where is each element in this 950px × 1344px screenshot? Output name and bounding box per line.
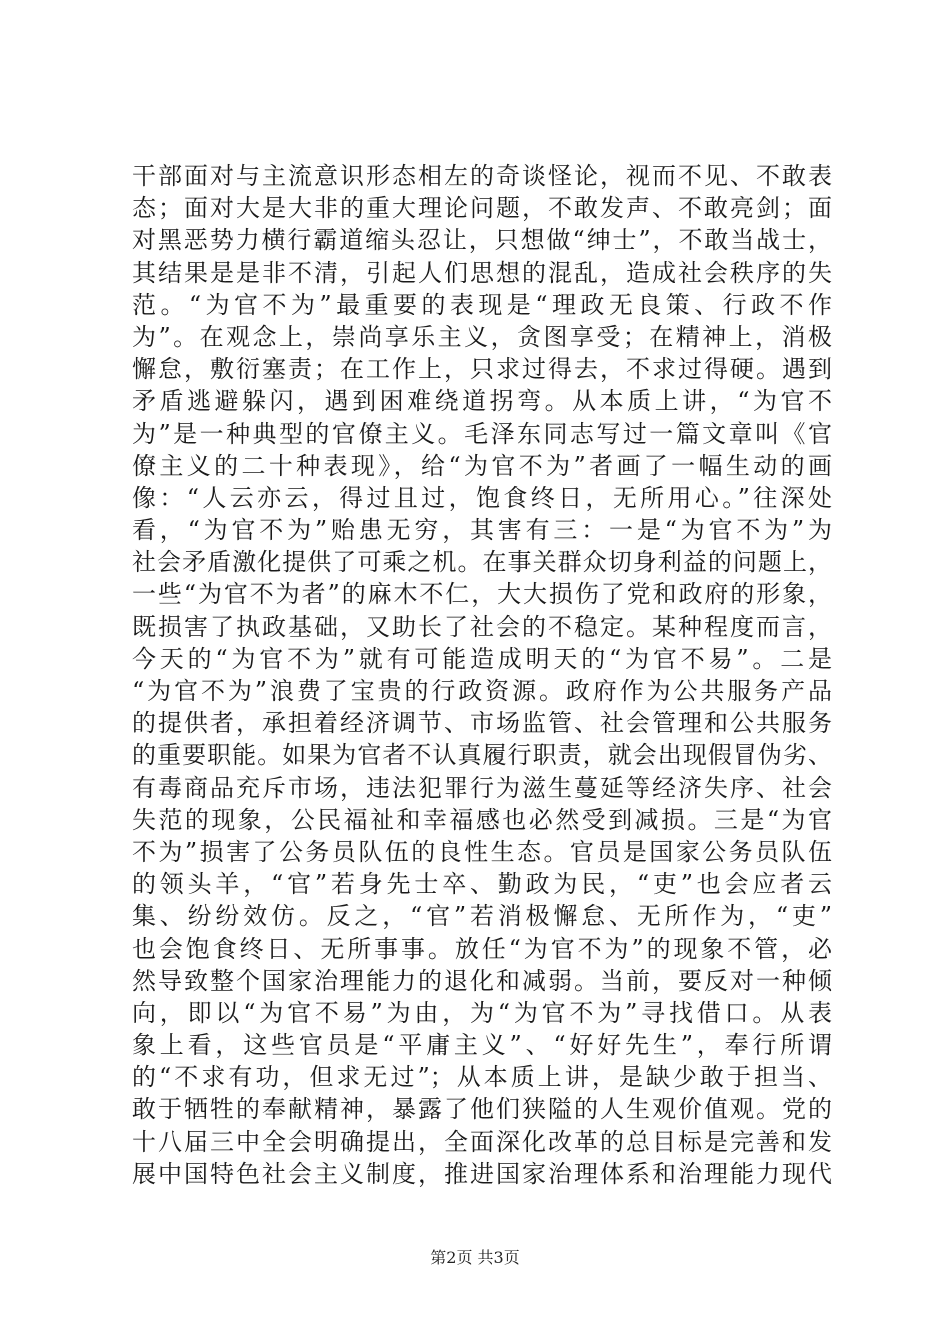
text-line: 今天的“为官不为”就有可能造成明天的“为官不易”。二是	[132, 644, 832, 673]
text-line: 懈怠，敷衍塞责；在工作上，只求过得去，不求过得硬。遇到	[132, 355, 832, 384]
text-line: 然导致整个国家治理能力的退化和减弱。当前，要反对一种倾	[132, 966, 832, 995]
text-line: 干部面对与主流意识形态相左的奇谈怪论，视而不见、不敢表	[132, 162, 832, 190]
text-line: 一些“为官不为者”的麻木不仁，大大损伤了党和政府的形象，	[132, 580, 832, 609]
text-line: 像：“人云亦云，得过且过，饱食终日，无所用心。”往深处	[132, 483, 832, 512]
text-line: 对黑恶势力横行霸道缩头忍让，只想做“绅士”，不敢当战士，	[132, 226, 832, 255]
text-line: 态；面对大是大非的重大理论问题，不敢发声、不敢亮剑；面	[132, 194, 832, 223]
text-line: 的“不求有功，但求无过”；从本质上讲，是缺少敢于担当、	[132, 1063, 832, 1092]
text-line: 的领头羊，“官”若身先士卒、勤政为民，“吏”也会应者云	[132, 870, 832, 899]
text-line: 为”是一种典型的官僚主义。毛泽东同志写过一篇文章叫《官	[132, 419, 832, 448]
text-line: 其结果是是非不清，引起人们思想的混乱，造成社会秩序的失	[132, 258, 832, 287]
text-line: 展中国特色社会主义制度，推进国家治理体系和治理能力现代	[132, 1159, 832, 1188]
text-line: 敢于牺牲的奉献精神，暴露了他们狭隘的人生观价值观。党的	[132, 1095, 832, 1124]
text-line: 不为”损害了公务员队伍的良性生态。官员是国家公务员队伍	[132, 837, 832, 866]
text-line: 失范的现象，公民福祉和幸福感也必然受到减损。三是“为官	[132, 805, 832, 834]
page-number-footer: 第2页 共3页	[430, 1248, 520, 1267]
text-line: 集、纷纷效仿。反之，“官”若消极懈怠、无所作为，“吏”	[132, 902, 832, 931]
text-line: 有毒商品充斥市场，违法犯罪行为滋生蔓延等经济失序、社会	[132, 773, 832, 802]
text-line: 向，即以“为官不易”为由，为“为官不为”寻找借口。从表	[132, 998, 832, 1027]
text-line: 为”。在观念上，崇尚享乐主义，贪图享受；在精神上，消极	[132, 322, 832, 351]
body-text	[132, 160, 832, 1190]
text-line: 社会矛盾激化提供了可乘之机。在事关群众切身利益的问题上，	[132, 548, 832, 577]
text-line: 的提供者，承担着经济调节、市场监管、社会管理和公共服务	[132, 709, 832, 738]
text-line: 既损害了执政基础，又助长了社会的不稳定。某种程度而言，	[132, 612, 832, 641]
text-line: 象上看，这些官员是“平庸主义”、“好好先生”，奉行所谓	[132, 1031, 832, 1060]
text-line: 看，“为官不为”贻患无穷，其害有三：一是“为官不为”为	[132, 516, 832, 545]
text-line: 范。“为官不为”最重要的表现是“理政无良策、行政不作	[132, 290, 832, 319]
text-line: 僚主义的二十种表现》，给“为官不为”者画了一幅生动的画	[132, 451, 832, 480]
text-line: 的重要职能。如果为官者不认真履行职责，就会出现假冒伪劣、	[132, 741, 832, 770]
text-line: 十八届三中全会明确提出，全面深化改革的总目标是完善和发	[132, 1127, 832, 1156]
text-line: 矛盾逃避躲闪，遇到困难绕道拐弯。从本质上讲，“为官不	[132, 387, 832, 416]
text-line: “为官不为”浪费了宝贵的行政资源。政府作为公共服务产品	[132, 677, 832, 705]
text-line: 也会饱食终日、无所事事。放任“为官不为”的现象不管，必	[132, 934, 832, 963]
